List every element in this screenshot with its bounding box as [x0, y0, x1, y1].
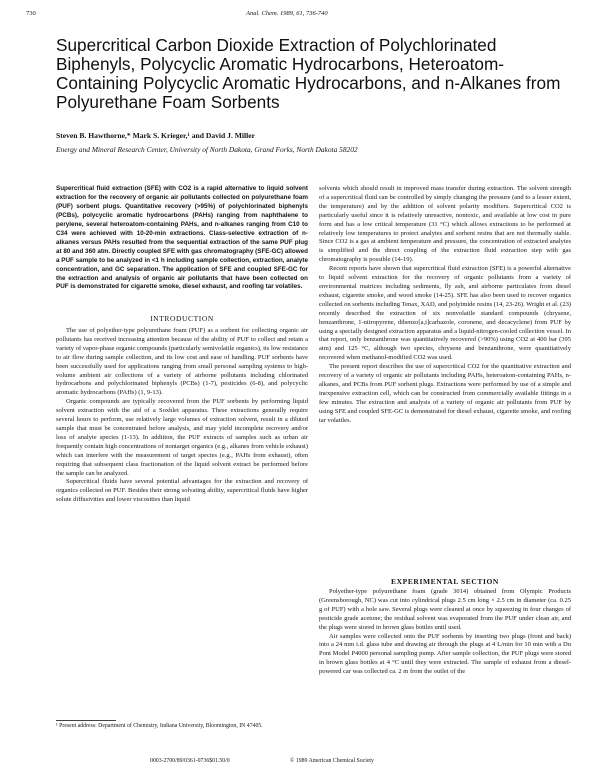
copyright: © 1989 American Chemical Society	[290, 758, 374, 764]
journal-citation: Anal. Chem. 1989, 61, 736-740	[246, 10, 328, 17]
author-list: Steven B. Hawthorne,* Mark S. Krieger,¹ and David J. Miller	[56, 131, 255, 140]
page-footer	[150, 758, 374, 764]
section-heading-experimental: EXPERIMENTAL SECTION	[391, 577, 499, 586]
paragraph: Organic compounds are typically recovered from the PUF sorbents by performing liquid solvent extraction with the aid of a Soxhlet apparatus. These extractions generally require several hours to perform, use relatively large volumes of extraction solvent, result in a diluted sample that must be concentrated before analysis, and may yield incomplete recovery and/or loss of analyte species (1-13). In addition, the PUF extracts of samples such as urban air frequently contain high concentrations of nontarget organics (e.g., alkanes from vehicle exhaust) which can interfere with the measurement of target species (e.g., PAHs from exhaust), often requiring that subsequent class fractionation of the liquid solvent extract be performed before the sample can be analyzed.	[56, 398, 308, 477]
abstract-text: Supercritical fluid extraction (SFE) with CO2 is a rapid alternative to liquid solvent extraction for the recovery of organic air pollutants collected on polyurethane foam (PUF) sorbent plugs. Quantitative recovery (>95%) of polychlorinated biphenyls (PCBs), polycyclic aromatic hydrocarbons (PAHs) ranging from naphthalene to perylene, several heteroatom-containing PAHs, and n-alkanes ranging from C10 to C34 were achieved with 10-20-min extractions. Class-selective extraction of n-alkanes versus PAHs resulted from the sequential extraction of the same PUF plug at 80 and 360 atm. Directly coupled SFE with gas chromatography (SFE-GC) allowed a PUF sample to be analyzed in <1 h including sample collection, extraction, analyte concentration, and GC separation. The application of SFE and coupled SFE-GC for the extraction and analysis of organic air pollutants that have been collected on PUF is demonstrated for cigarette smoke, diesel exhaust, and roofing tar volatiles.	[56, 185, 308, 291]
affiliation: Energy and Mineral Research Center, University of North Dakota, Grand Forks, North Dakota 58202	[56, 145, 358, 154]
footnote: ¹ Present address: Department of Chemistry, Indiana University, Bloomington, IN 47405.	[56, 723, 263, 729]
footnote-rule	[56, 720, 116, 721]
paragraph: The use of polyether-type polyurethane foam (PUF) as a sorbent for collecting organic air pollutants has received increasing attention because of the ability of PUF to collect and retain a variety of vapor-phase organic compounds (particularly semivolatile organics), its low resistance to air flow during sample collection, and its low cost and ease of handling. PUF sorbents have been successfully used for applications ranging from small personal sampling systems to high-volume ambient air collections of a variety of airborne pollutants including chlorinated hydrocarbons and polychlorinated biphenyls (PCBs) (1-7), pesticides (6-8), and polycyclic aromatic hydrocarbons (PAHs) (1, 9-13).	[56, 327, 308, 397]
right-column-body	[319, 185, 571, 425]
paragraph: Polyether-type polyurethane foam (grade 3014) obtained from Olympic Products (Greensborough, NC) was cut into cylindrical plugs 2.5 cm long × 2.5 cm in diameter (ca. 0.25 g of PUF) with a hole saw. Several plugs were cleaned at once by squeezing in four changes of pesticide grade acetone; the residual solvent was evaporated from the PUF under clean air, and the plugs were stored in brown glass bottles until used.	[319, 588, 571, 631]
paragraph: solvents which should result in improved mass transfer during extraction. The solvent strength of a supercritical fluid can be controlled by simply changing the pressure (and to a lesser extent, the temperature) and by the addition of solvent polarity modifiers. Supercritical CO2 is particularly useful since it is relatively unreactive, nontoxic, and available at low cost in pure form and has a low critical temperature (31 °C) which allows extractions to be performed at relatively low temperatures to protect analytes and sorbent resins that are not thermally stable. Since CO2 is a gas at ambient temperature and pressure, the concentration of extracted analytes is simplified and the direct coupling of the extraction fluid extraction step with gas chromatography is possible (14-19).	[319, 185, 571, 264]
article-code: 0003-2700/89/0361-0736$01.50/0	[150, 758, 230, 764]
paragraph: The present report describes the use of supercritical CO2 for the quantitative extraction and recovery of a variety of organic air pollutants including PAHs, heteroatom-containing PAHs, n-alkanes, and PCBs from PUF sorbent plugs. Extractions were performed by use of a simple and inexpensive extraction cell, which can be constructed from commercially available fittings in a few minutes. The extraction and analysis of a variety of organic air pollutants from PUF by using SFE and coupled SFE-GC is demonstrated for diesel exhaust, cigarette smoke, and roofing tar volatiles.	[319, 363, 571, 424]
paragraph: Air samples were collected onto the PUF sorbents by inserting two plugs (front and back) into a 24 mm i.d. glass tube and drawing air through the plugs at 4 L/min for 10 min with a Du Pont Model P4000 personal sampling pump. After sample collection, the PUF plugs were stored in brown glass bottles at 4 °C until they were extracted. The sample of exhaust from a diesel-powered car was collected ca. 2 m from the outlet of the	[319, 632, 571, 676]
paragraph: Recent reports have shown that supercritical fluid extraction (SFE) is a powerful alternative to liquid solvent extraction for the recovery of organic pollutants from a variety of environmental matrices including sediments, fly ash, and airborne particulates from diesel exhaust, cigarette smoke, and wood smoke (14-25). SFE has also been used to recover organics collected on sorbents including Tenax, XAD, and polyimide resins (14, 23-26). Wright et al. (23) recently described the extraction of six nonvolatile standard compounds (chrysene, benzanthrone, 1-nitropyrene, dibenzo[a,i]carbazole, coronene, and decacyclene) from PUF by using a specially designed extraction apparatus and a liquid-nitrogen-cooled collection vessel. In that report, only benzanthrone was quantitatively recovered (>90%) using CO2 at 400 bar (395 atm) and 125 °C, although two species, chrysene and benzanthrone, were quantitatively recovered when methanol-modified CO2 was used.	[319, 265, 571, 362]
running-header	[26, 10, 570, 22]
page-number: 730	[26, 10, 36, 17]
paragraph: Supercritical fluids have several potential advantages for the extraction and recovery of organics collected on PUF. Besides their strong solvating ability, supercritical fluids have higher solute diffusivities and lower viscosities than liquid	[56, 478, 308, 504]
experimental-body	[319, 588, 571, 677]
article-title: Supercritical Carbon Dioxide Extraction of Polychlorinated Biphenyls, Polycyclic Aromatic Hydrocarbons, Heteroatom-Containing Polycyclic Aromatic Hydrocarbons, and n-Alkanes from Polyurethane Foam Sorbents	[56, 35, 561, 112]
introduction-body	[56, 327, 308, 505]
section-heading-introduction: INTRODUCTION	[150, 314, 214, 323]
abstract	[56, 185, 308, 292]
